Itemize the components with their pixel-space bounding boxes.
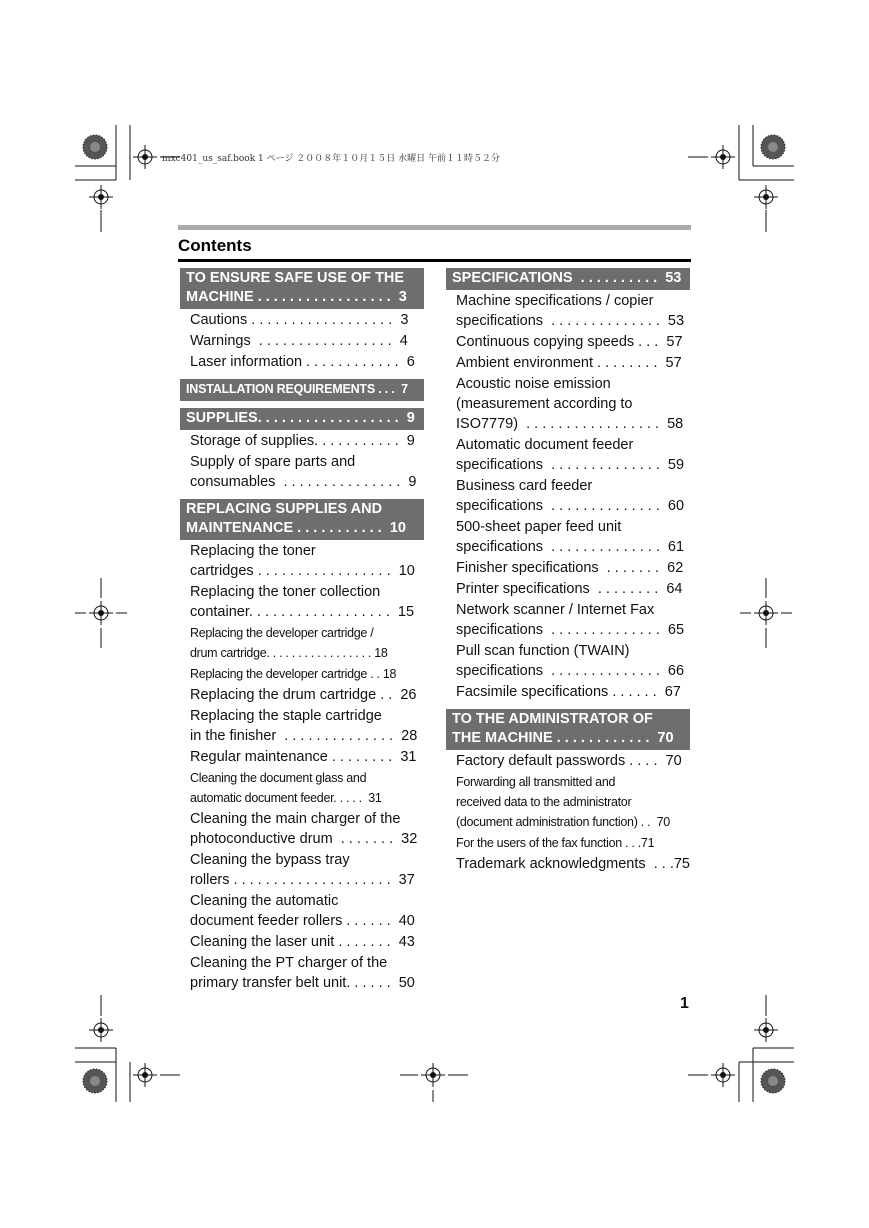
toc-line: Facsimile specifications . . . . . . 67 (456, 684, 681, 700)
toc-entry[interactable] (180, 685, 424, 705)
toc-entry[interactable] (446, 833, 690, 853)
toc-line: REPLACING SUPPLIES AND (186, 501, 383, 517)
toc-line: Printer specifications . . . . . . . . 64 (456, 581, 683, 597)
toc-line: Cleaning the laser unit . . . . . . . 43 (190, 934, 415, 950)
toc-entry[interactable] (180, 431, 424, 451)
toc-entry[interactable] (180, 623, 424, 663)
toc-line: MAINTENANCE . . . . . . . . . . . 10 (186, 520, 406, 536)
toc-line: Forwarding all transmitted and (456, 775, 616, 789)
toc-entry[interactable] (446, 435, 690, 475)
toc-line: automatic document feeder. . . . . 31 (190, 791, 382, 805)
toc-line: container. . . . . . . . . . . . . . . . . . 15 (190, 604, 415, 620)
toc-line: primary transfer belt unit. . . . . . 50 (190, 975, 415, 991)
toc-entry[interactable] (446, 558, 690, 578)
toc-entry[interactable] (446, 854, 690, 874)
toc-entry[interactable] (446, 332, 690, 352)
toc-entry[interactable] (180, 747, 424, 767)
toc-line: INSTALLATION REQUIREMENTS . . . 7 (186, 382, 408, 396)
toc-line: Cleaning the bypass tray (190, 852, 350, 868)
toc-line: Cleaning the document glass and (190, 771, 367, 785)
toc-entry[interactable] (180, 932, 424, 952)
toc-entry[interactable] (180, 809, 424, 849)
toc-entry[interactable] (180, 768, 424, 808)
toc-line: Replacing the toner (190, 543, 316, 559)
toc-entry[interactable] (446, 772, 690, 832)
toc-line: Replacing the developer cartridge / (190, 626, 374, 640)
toc-entry[interactable] (446, 751, 690, 771)
toc-line: Replacing the drum cartridge . . 26 (190, 687, 417, 703)
toc-line: specifications . . . . . . . . . . . . . . 65 (456, 622, 685, 638)
toc-entry[interactable] (446, 291, 690, 331)
toc-line: specifications . . . . . . . . . . . . . . 53 (456, 313, 685, 329)
toc-entry[interactable] (446, 600, 690, 640)
toc-line: Storage of supplies. . . . . . . . . . . 9 (190, 433, 415, 449)
toc-entry[interactable] (180, 331, 424, 351)
toc-line: photoconductive drum . . . . . . . 32 (190, 831, 418, 847)
toc-line: Laser information . . . . . . . . . . . . 6 (190, 354, 415, 370)
toc-line: Factory default passwords . . . . 70 (456, 753, 682, 769)
toc-entry[interactable] (180, 706, 424, 746)
toc-line: Cleaning the automatic (190, 893, 339, 909)
toc-line: Pull scan function (TWAIN) (456, 643, 630, 659)
toc-line: Replacing the developer cartridge . . 18 (190, 667, 397, 681)
toc-line: Replacing the staple cartridge (190, 708, 382, 724)
toc-entry[interactable] (446, 641, 690, 681)
toc-line: Network scanner / Internet Fax (456, 602, 655, 618)
toc-line: specifications . . . . . . . . . . . . . . 59 (456, 457, 685, 473)
toc-entry[interactable] (446, 476, 690, 516)
toc-section-heading[interactable] (180, 499, 424, 540)
toc-line: (measurement according to (456, 396, 633, 412)
toc-line: Continuous copying speeds . . . 57 (456, 334, 683, 350)
toc-entry[interactable] (446, 353, 690, 373)
toc-line: Cleaning the PT charger of the (190, 955, 388, 971)
toc-line: drum cartridge. . . . . . . . . . . . . . . . . 18 (190, 646, 388, 660)
toc-line: SPECIFICATIONS . . . . . . . . . . 53 (452, 270, 682, 286)
toc-line: Acoustic noise emission (456, 376, 611, 392)
toc-line: Cleaning the main charger of the (190, 811, 401, 827)
toc-line: specifications . . . . . . . . . . . . . . 66 (456, 663, 685, 679)
toc-line: Finisher specifications . . . . . . . 62 (456, 560, 684, 576)
toc-line: (document administration function) . . 70 (456, 815, 670, 829)
toc-entry[interactable] (446, 682, 690, 702)
toc-line: cartridges . . . . . . . . . . . . . . . . . 10 (190, 563, 415, 579)
toc-line: rollers . . . . . . . . . . . . . . . . . . . . 37 (190, 872, 415, 888)
toc-line: specifications . . . . . . . . . . . . . . 61 (456, 539, 685, 555)
toc-entry[interactable] (446, 579, 690, 599)
toc-line: SUPPLIES. . . . . . . . . . . . . . . . . . 9 (186, 410, 415, 426)
toc-entry[interactable] (180, 582, 424, 622)
toc-section-heading[interactable] (446, 268, 690, 290)
toc-entry[interactable] (180, 541, 424, 581)
toc-entry[interactable] (180, 664, 424, 684)
toc-line: specifications . . . . . . . . . . . . . . 60 (456, 498, 685, 514)
toc-line: Ambient environment . . . . . . . . 57 (456, 355, 682, 371)
toc-line: received data to the administrator (456, 795, 632, 809)
toc-entry[interactable] (180, 953, 424, 993)
toc-line: in the finisher . . . . . . . . . . . . . . 28 (190, 728, 418, 744)
toc-section-heading[interactable] (180, 268, 424, 309)
toc-entry[interactable] (180, 452, 424, 492)
toc-right-column (446, 268, 690, 875)
toc-line: consumables . . . . . . . . . . . . . . . 9 (190, 474, 417, 490)
toc-section-heading[interactable] (446, 709, 690, 750)
toc-entry[interactable] (180, 850, 424, 890)
toc-entry[interactable] (180, 310, 424, 330)
page-number: 1 (680, 995, 689, 1012)
toc-line: THE MACHINE . . . . . . . . . . . . 70 (452, 730, 674, 746)
toc-section-heading[interactable] (180, 408, 424, 430)
print-header-line: mxc401_us_saf.book 1 ページ ２００８年１０月１５日 水曜日 午前１１時５２分 (162, 154, 501, 164)
toc-entry[interactable] (180, 352, 424, 372)
toc-section-heading[interactable] (180, 379, 424, 401)
toc-entry[interactable] (446, 517, 690, 557)
toc-line: Regular maintenance . . . . . . . . 31 (190, 749, 417, 765)
page-title: Contents (178, 236, 252, 255)
toc-line: Supply of spare parts and (190, 454, 356, 470)
toc-line: Cautions . . . . . . . . . . . . . . . . . . 3 (190, 312, 409, 328)
toc-line: MACHINE . . . . . . . . . . . . . . . . . 3 (186, 289, 407, 305)
toc-line: TO ENSURE SAFE USE OF THE (186, 270, 405, 286)
toc-line: Trademark acknowledgments . . .75 (456, 856, 690, 872)
toc-line: Machine specifications / copier (456, 293, 654, 309)
toc-line: document feeder rollers . . . . . . 40 (190, 913, 415, 929)
toc-line: Replacing the toner collection (190, 584, 381, 600)
toc-entry[interactable] (446, 374, 690, 434)
toc-left-column (180, 268, 424, 994)
title-rule (178, 259, 691, 262)
toc-line: Warnings . . . . . . . . . . . . . . . . . 4 (190, 333, 408, 349)
toc-entry[interactable] (180, 891, 424, 931)
toc-line: 500-sheet paper feed unit (456, 519, 622, 535)
toc-line: Automatic document feeder (456, 437, 634, 453)
top-gray-bar (178, 225, 691, 230)
toc-line: ISO7779) . . . . . . . . . . . . . . . . . 58 (456, 416, 684, 432)
toc-line: Business card feeder (456, 478, 593, 494)
toc-line: TO THE ADMINISTRATOR OF (452, 711, 653, 727)
toc-line: For the users of the fax function . . .71 (456, 836, 655, 850)
